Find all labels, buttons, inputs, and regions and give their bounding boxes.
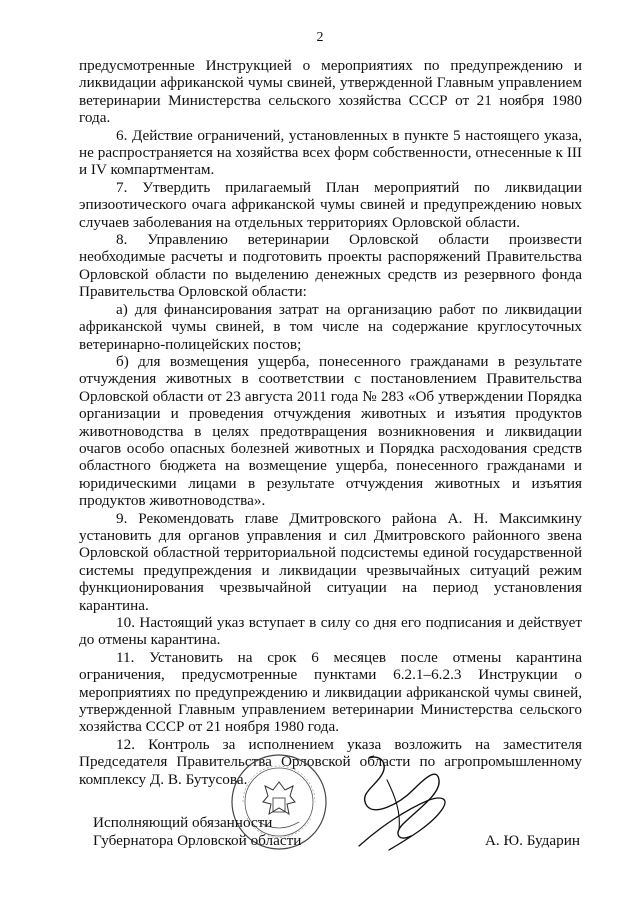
signatory-position-line1: Исполняющий обязанности <box>93 814 273 831</box>
paragraph: 12. Контроль за исполнением указа возложить на заместителя Председателя Правительства Орловской области по агропромышленному комплексу Д. В. Бутусова. <box>79 735 582 788</box>
signatory-name: А. Ю. Бударин <box>484 832 580 849</box>
paragraph: 7. Утвердить прилагаемый План мероприятий по ликвидации эпизоотического очага африканской чумы свиней и предупреждению новых случаев заболевания на отдельных территориях Орловской области. <box>79 178 582 231</box>
paragraph: 11. Установить на срок 6 месяцев после отмены карантина ограничения, предусмотренные пунктами 6.2.1–6.2.3 Инструкции о мероприятиях по предупреждению и ликвидации африканской чумы свиней, утвержденной Главным управлением ветеринарии Министерства сельского хозяйства СССР от 21 ноября 1980 года. <box>79 648 582 736</box>
paragraph: б) для возмещения ущерба, понесенного гражданами в результате отчуждения животных в соответствии с постановлением Правительства Орловской области от 23 августа 2011 года № 283 «Об утверждении Порядка организации и проведения отчуждения животных и изъятия продуктов животноводства в целях предотвращения возникновения и ликвидации очагов особо опасных болезней животных и Порядка расходования средств областного бюджета на возмещение ущерба, понесенного гражданами и юридическими лицами в результате отчуждения животных и изъятия продуктов животноводства». <box>79 352 582 510</box>
document-body <box>79 57 582 788</box>
paragraph: 9. Рекомендовать главе Дмитровского района А. Н. Максимкину установить для органов управления и сил Дмитровского районного звена Орловской областной территориальной подсистемы единой государственной системы предупреждения и ликвидации чрезвычайных ситуаций режим функционирования чрезвычайной ситуации на период установления карантина. <box>79 509 582 614</box>
signatory-position-line2: Губернатора Орловской области <box>93 832 302 849</box>
paragraph: 10. Настоящий указ вступает в силу со дня его подписания и действует до отмены карантина. <box>79 614 582 649</box>
page-number: 2 <box>316 30 324 45</box>
paragraph: а) для финансирования затрат на организацию работ по ликвидации африканской чумы свиней, в том числе на содержание круглосуточных ветеринарно-полицейских постов; <box>79 300 582 353</box>
paragraph: 8. Управлению ветеринарии Орловской области произвести необходимые расчеты и подготовить проекты распоряжений Правительства Орловской области по выделению денежных средств из резервного фонда Правительства Орловской области: <box>79 231 582 301</box>
paragraph: предусмотренные Инструкцией о мероприятиях по предупреждению и ликвидации африканской чумы свиней, утвержденной Главным управлением ветеринарии Министерства сельского хозяйства СССР от 21 ноября 1980 года. <box>79 57 582 127</box>
handwritten-signature-icon <box>329 750 469 860</box>
signature-block <box>79 752 582 872</box>
paragraph: 6. Действие ограничений, установленных в пункте 5 настоящего указа, не распространяется на хозяйства всех форм собственности, отнесенные к III и IV компартментам. <box>79 126 582 179</box>
signatory-position <box>93 814 301 850</box>
